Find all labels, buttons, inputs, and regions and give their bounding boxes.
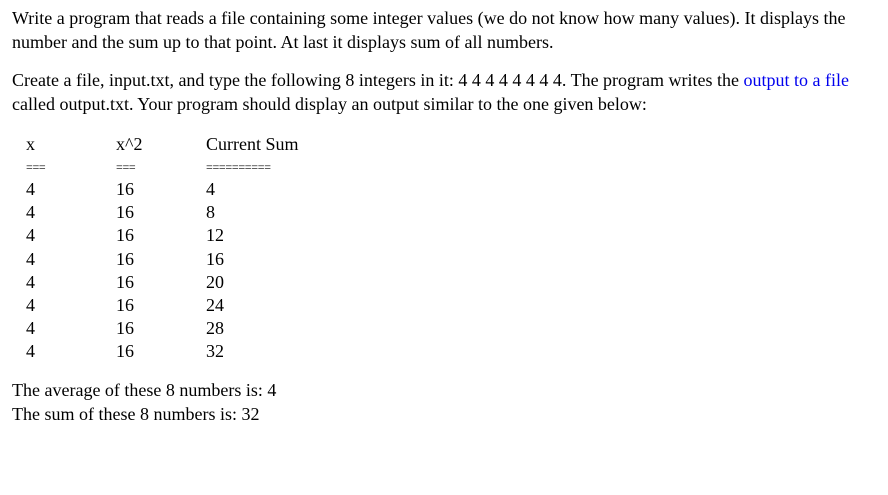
header-current-sum: Current Sum (206, 134, 299, 154)
paragraph-2-text-after-link: called output.txt. Your program should display an output similar to the one given below: (12, 94, 647, 114)
cell-x-squared: 16 (116, 294, 134, 315)
intro-paragraph-2 (12, 68, 878, 116)
paragraph-2-text-before-link: Create a file, input.txt, and type the following 8 integers in it: 4 4 4 4 4 4 4 4. The program writes the (12, 70, 744, 90)
cell-x: 4 (26, 271, 35, 292)
column-x (26, 132, 56, 364)
cell-x: 4 (26, 248, 35, 269)
cell-current-sum: 32 (206, 341, 224, 362)
cell-current-sum: 8 (206, 202, 215, 223)
cell-x: 4 (26, 318, 35, 339)
header-x-squared: x^2 (116, 134, 143, 154)
cells-x-squared (116, 178, 176, 364)
cell-current-sum: 24 (206, 294, 224, 315)
underline-x-squared: === (116, 160, 136, 174)
cell-x-squared: 16 (116, 248, 134, 269)
intro-paragraph-1: Write a program that reads a file containing some integer values (we do not know how many values). It displays the number and the sum up to that point. At last it displays sum of all numbers. (12, 8, 846, 52)
summary (12, 378, 878, 426)
cells-current-sum (206, 178, 346, 364)
cell-current-sum: 4 (206, 179, 215, 199)
output-to-file-link[interactable]: output to a file (743, 70, 849, 90)
cell-x-squared: 16 (116, 271, 134, 292)
cell-x: 4 (26, 294, 35, 315)
underline-x: === (26, 160, 46, 174)
document-page (12, 6, 878, 426)
cell-current-sum: 16 (206, 248, 224, 269)
average-line: The average of these 8 numbers is: 4 (12, 380, 277, 400)
output-table (12, 132, 878, 360)
cell-x: 4 (26, 225, 35, 246)
cell-x-squared: 16 (116, 225, 134, 246)
cell-x-squared: 16 (116, 341, 134, 362)
cell-current-sum: 20 (206, 271, 224, 292)
cell-x: 4 (26, 202, 35, 223)
column-x-squared (116, 132, 176, 364)
underline-current-sum: ========== (206, 160, 271, 174)
cell-x-squared: 16 (116, 202, 134, 223)
cells-x (26, 178, 56, 364)
column-current-sum (206, 132, 346, 364)
cell-current-sum: 12 (206, 225, 224, 246)
cell-x: 4 (26, 341, 35, 362)
sum-line: The sum of these 8 numbers is: 32 (12, 404, 260, 424)
cell-current-sum: 28 (206, 318, 224, 339)
header-x: x (26, 134, 35, 154)
cell-x-squared: 16 (116, 318, 134, 339)
cell-x-squared: 16 (116, 179, 134, 199)
cell-x: 4 (26, 179, 35, 199)
